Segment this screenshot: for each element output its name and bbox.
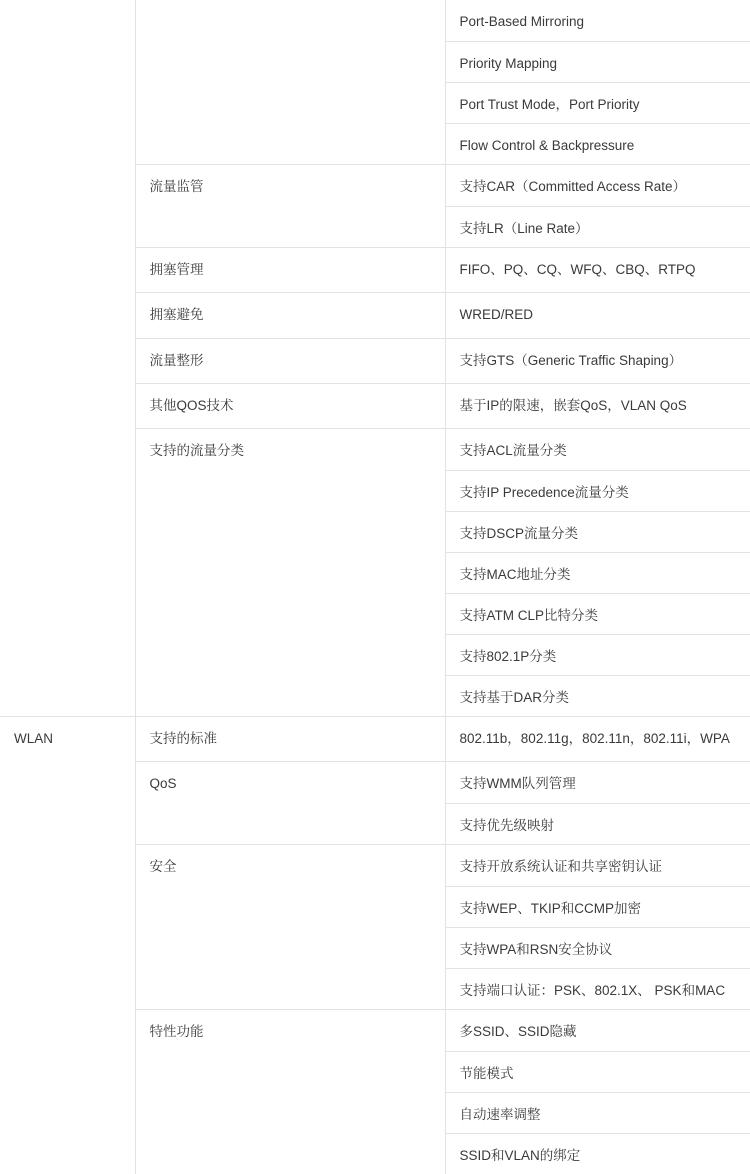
subcategory-label: QoS <box>136 762 445 806</box>
value-cell <box>445 1010 750 1174</box>
value-item: WRED/RED <box>446 293 750 334</box>
category-cell <box>0 0 135 717</box>
subcategory-cell <box>135 293 445 338</box>
subcategory-cell <box>135 845 445 1010</box>
value-item: 多SSID、SSID隐藏 <box>446 1010 750 1051</box>
value-item: 支持IP Precedence流量分类 <box>446 470 750 511</box>
value-item: Port Trust Mode，Port Priority <box>446 82 750 123</box>
value-cell <box>445 762 750 845</box>
subcategory-cell <box>135 165 445 248</box>
value-cell <box>445 717 750 762</box>
subcategory-cell <box>135 762 445 845</box>
value-item: 支持WPA和RSN安全协议 <box>446 927 750 968</box>
subcategory-cell <box>135 248 445 293</box>
category-cell <box>0 717 135 1174</box>
subcategory-cell <box>135 383 445 428</box>
value-item: FIFO、PQ、CQ、WFQ、CBQ、RTPQ <box>446 248 750 289</box>
value-item: 802.11b，802.11g，802.11n，802.11i，WPA <box>446 717 750 758</box>
subcategory-label: 流量整形 <box>136 339 445 383</box>
subcategory-label: 其他QOS技术 <box>136 384 445 428</box>
value-item: 支持ATM CLP比特分类 <box>446 593 750 634</box>
category-label: WLAN <box>0 717 135 761</box>
subcategory-label: 特性功能 <box>136 1010 445 1054</box>
value-item: 支持GTS（Generic Traffic Shaping） <box>446 339 750 380</box>
subcategory-label <box>136 0 445 24</box>
category-label <box>0 0 135 24</box>
subcategory-cell <box>135 0 445 165</box>
value-item: 支持优先级映射 <box>446 803 750 844</box>
value-item: 支持ACL流量分类 <box>446 429 750 470</box>
subcategory-cell <box>135 338 445 383</box>
value-item: 支持LR（Line Rate） <box>446 206 750 247</box>
value-item: 支持WEP、TKIP和CCMP加密 <box>446 886 750 927</box>
subcategory-cell <box>135 717 445 762</box>
subcategory-cell <box>135 429 445 717</box>
value-cell <box>445 429 750 717</box>
subcategory-label: 安全 <box>136 845 445 889</box>
value-item: 自动速率调整 <box>446 1092 750 1133</box>
value-cell <box>445 338 750 383</box>
value-item: Flow Control & Backpressure <box>446 123 750 164</box>
value-item: 支持端口认证：PSK、802.1X、 PSK和MAC <box>446 968 750 1009</box>
value-cell <box>445 383 750 428</box>
value-cell <box>445 845 750 1010</box>
table-row <box>0 0 750 165</box>
value-cell <box>445 0 750 165</box>
subcategory-label: 拥塞管理 <box>136 248 445 292</box>
value-item: 支持DSCP流量分类 <box>446 511 750 552</box>
value-item: SSID和VLAN的绑定 <box>446 1133 750 1174</box>
value-item: 节能模式 <box>446 1051 750 1092</box>
value-item: 支持开放系统认证和共享密钥认证 <box>446 845 750 886</box>
value-item: 基于IP的限速，嵌套QoS，VLAN QoS <box>446 384 750 425</box>
value-cell <box>445 248 750 293</box>
subcategory-label: 支持的流量分类 <box>136 429 445 473</box>
value-cell <box>445 293 750 338</box>
value-item: 支持CAR（Committed Access Rate） <box>446 165 750 206</box>
value-item: Priority Mapping <box>446 41 750 82</box>
table-row <box>0 717 750 762</box>
value-item: 支持基于DAR分类 <box>446 675 750 716</box>
subcategory-label: 支持的标准 <box>136 717 445 761</box>
subcategory-label: 流量监管 <box>136 165 445 209</box>
value-item: 支持WMM队列管理 <box>446 762 750 803</box>
subcategory-cell <box>135 1010 445 1174</box>
value-item: Port-Based Mirroring <box>446 0 750 41</box>
value-item: 支持MAC地址分类 <box>446 552 750 593</box>
subcategory-label: 拥塞避免 <box>136 293 445 337</box>
value-cell <box>445 165 750 248</box>
value-item: 支持802.1P分类 <box>446 634 750 675</box>
